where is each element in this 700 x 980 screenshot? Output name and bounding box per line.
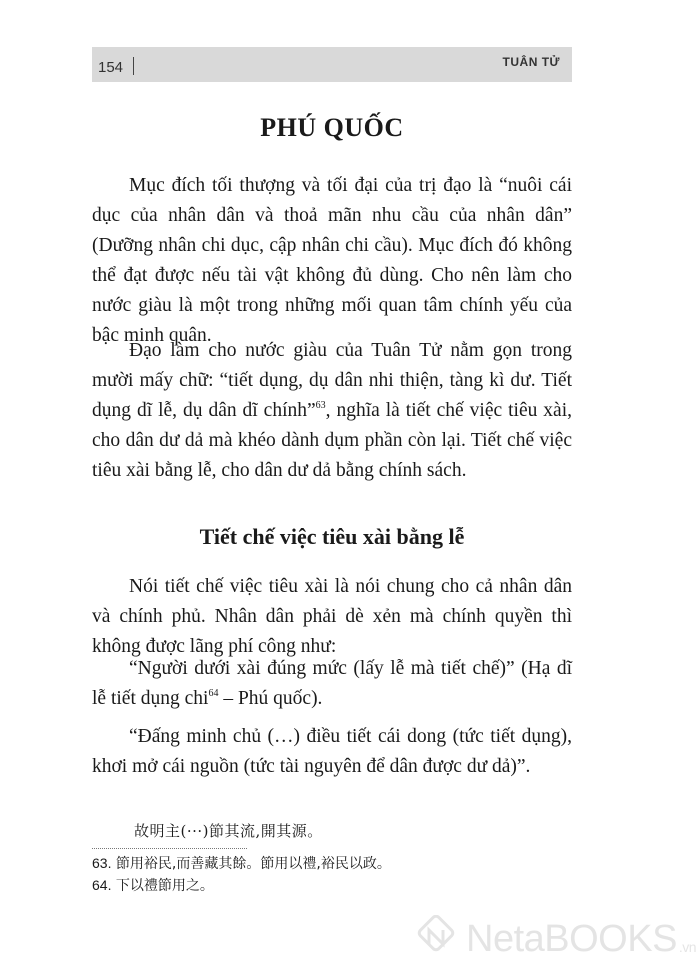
paragraph-4	[92, 654, 572, 714]
footnote-number: 64.	[92, 877, 112, 893]
paragraph-4-text-b: – Phú quốc).	[218, 688, 323, 709]
watermark-text: NetaBOOKS	[466, 917, 677, 960]
paragraph-4-text-a: “Người dưới xài đúng mức (lấy lễ mà tiết chế)” (Hạ dĩ lễ tiết dụng chi	[92, 658, 572, 709]
paragraph-2	[92, 336, 572, 486]
paragraph-3: Nói tiết chế việc tiêu xài là nói chung cho cả nhân dân và chính phủ. Nhân dân phải dè xẻn mà chính quyền thì không được lãng phí công như:	[92, 576, 572, 657]
netabooks-logo-icon	[414, 915, 458, 964]
footnote-63	[92, 853, 391, 873]
footnote-divider	[92, 848, 247, 849]
watermark-suffix: .vn	[678, 939, 697, 955]
footnote-text: 節用裕民,而善藏其餘。節用以禮,裕民以政。	[111, 856, 391, 872]
header-divider	[133, 57, 134, 75]
section-heading: Tiết chế việc tiêu xài bằng lễ	[199, 524, 465, 549]
paragraph-2-text-b: , nghĩa là tiết chế việc tiêu xài, cho dân dư dả mà khéo dành dụm phần còn lại. Tiết chế việc tiêu xài bằng lễ, cho dân dư dả bằng chính sách.	[92, 400, 572, 481]
footnote-number: 63.	[92, 855, 112, 871]
chapter-title: PHÚ QUỐC	[260, 113, 404, 142]
book-title: TUÂN TỬ	[502, 55, 560, 69]
running-header	[92, 47, 572, 82]
page-number: 154	[98, 59, 124, 76]
paragraph-5: “Đấng minh chủ (…) điều tiết cái dong (tức tiết dụng), khơi mở cái nguồn (tức tài nguyên để dân được dư dả)”.	[92, 726, 572, 777]
paragraph-2-text-a: Đạo làm cho nước giàu của Tuân Tử nằm gọn trong mười mấy chữ: “tiết dụng, dụ dân nhi thiện, tàng kì dư. Tiết dụng dĩ lễ, dụ dân dĩ chính”	[92, 340, 572, 421]
footnote-ref-64[interactable]: 64	[208, 688, 219, 699]
footnote-text: 下以禮節用之。	[111, 878, 214, 894]
footnote-64	[92, 875, 214, 895]
watermark	[414, 912, 696, 966]
paragraph-1: Mục đích tối thượng và tối đại của trị đạo là “nuôi cái dục của nhân dân và thoả mãn nhu cầu của nhân dân” (Dưỡng nhân chi dục, cập nhân chi cầu). Mục đích đó không thể đạt được nếu tài vật không đủ dùng. Cho nên làm cho nước giàu là một trong những mối quan tâm chính yếu của bậc minh quân.	[92, 175, 572, 346]
footnote-ref-63[interactable]: 63	[315, 400, 326, 411]
chinese-quote: 故明主(···)節其流,開其源。	[134, 822, 323, 840]
